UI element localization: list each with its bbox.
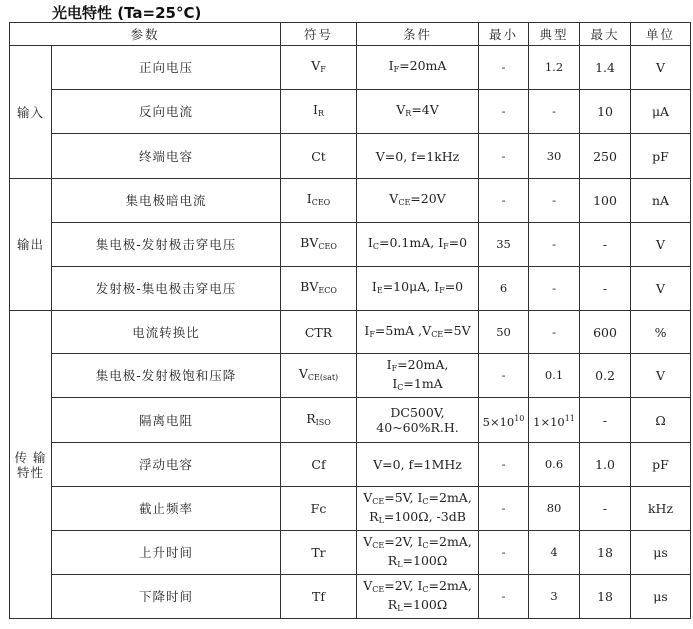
cell-max: 1.4 xyxy=(580,46,631,90)
table-row xyxy=(10,487,691,531)
cell-unit: pF xyxy=(631,134,691,179)
cell-condition: $I_F=5mA$ $,V_{CE}=5V$ xyxy=(357,311,479,354)
cell-min: - xyxy=(479,575,529,619)
cell-typ: 0.1 xyxy=(529,354,580,398)
cell-parameter: 截止频率 xyxy=(52,487,281,531)
cell-typ: 3 xyxy=(529,575,580,619)
cell-max: - xyxy=(580,267,631,311)
header-symbol: 符号 xyxy=(281,23,357,46)
cell-condition: $I_E=10\mu A$, $I_F=0$ xyxy=(357,267,479,311)
cell-unit: kHz xyxy=(631,487,691,531)
cell-max: 0.2 xyxy=(580,354,631,398)
table-row xyxy=(10,223,691,267)
header-param: 参数 xyxy=(10,23,281,46)
cell-max: - xyxy=(580,398,631,443)
cell-min: - xyxy=(479,531,529,575)
cell-unit: μA xyxy=(631,90,691,134)
cell-symbol: Ct xyxy=(281,134,357,179)
cell-condition: V=0, f=1MHz xyxy=(357,443,479,487)
cell-min: - xyxy=(479,46,529,90)
cell-parameter: 正向电压 xyxy=(52,46,281,90)
cell-max: 100 xyxy=(580,179,631,223)
cell-parameter: 浮动电容 xyxy=(52,443,281,487)
cell-unit: V xyxy=(631,267,691,311)
cell-max: 18 xyxy=(580,575,631,619)
table-row xyxy=(10,134,691,179)
header-condition: 条件 xyxy=(357,23,479,46)
cell-condition: $V_{CE}=20V$ xyxy=(357,179,479,223)
cell-min: 50 xyxy=(479,311,529,354)
cell-min: 35 xyxy=(479,223,529,267)
cell-parameter: 反向电流 xyxy=(52,90,281,134)
cell-condition: $V_{CE}=2V$, $I_C=2mA$, $R_L=100\Omega$ xyxy=(357,531,479,575)
cell-condition: $I_F=20mA$ xyxy=(357,46,479,90)
cell-min: - xyxy=(479,443,529,487)
electro-optical-characteristics-table xyxy=(9,22,691,619)
cell-unit: V xyxy=(631,223,691,267)
header-max: 最大 xyxy=(580,23,631,46)
cell-min: - xyxy=(479,134,529,179)
cell-max: 250 xyxy=(580,134,631,179)
table-row xyxy=(10,179,691,223)
cell-typ: - xyxy=(529,179,580,223)
table-row xyxy=(10,398,691,443)
header-row xyxy=(10,23,691,46)
cell-parameter: 集电极暗电流 xyxy=(52,179,281,223)
cell-condition: V=0, f=1kHz xyxy=(357,134,479,179)
cell-unit: nA xyxy=(631,179,691,223)
cell-typ: - xyxy=(529,90,580,134)
cell-max: - xyxy=(580,487,631,531)
cell-symbol: Cf xyxy=(281,443,357,487)
cell-min: - xyxy=(479,354,529,398)
cell-max: 1.0 xyxy=(580,443,631,487)
cell-parameter: 上升时间 xyxy=(52,531,281,575)
cell-parameter: 终端电容 xyxy=(52,134,281,179)
cell-symbol: $I_{CEO}$ xyxy=(281,179,357,223)
cell-condition: $V_{CE}=5V$, $I_C=2mA$, $R_L=100\Omega$, -3dB xyxy=(357,487,479,531)
cell-unit: μs xyxy=(631,575,691,619)
cell-symbol: Tr xyxy=(281,531,357,575)
cell-symbol: $I_R$ xyxy=(281,90,357,134)
group-transfer-line1: 传 输 xyxy=(14,449,47,465)
cell-parameter: 电流转换比 xyxy=(52,311,281,354)
cell-symbol: $V_{CE(sat)}$ xyxy=(281,354,357,398)
cell-typ: - xyxy=(529,267,580,311)
table-row xyxy=(10,354,691,398)
cell-typ: 1.2 xyxy=(529,46,580,90)
table-row xyxy=(10,90,691,134)
cell-unit: V xyxy=(631,46,691,90)
group-transfer xyxy=(10,311,52,619)
cell-symbol: Fc xyxy=(281,487,357,531)
cell-symbol: $BV_{ECO}$ xyxy=(281,267,357,311)
cell-typ: - xyxy=(529,223,580,267)
cell-parameter: 下降时间 xyxy=(52,575,281,619)
cell-max: 600 xyxy=(580,311,631,354)
table-row xyxy=(10,311,691,354)
cell-max: 10 xyxy=(580,90,631,134)
table-row xyxy=(10,575,691,619)
cell-min: - xyxy=(479,90,529,134)
cell-typ: 0.6 xyxy=(529,443,580,487)
cell-parameter: 隔离电阻 xyxy=(52,398,281,443)
table-title: 光电特性 (Ta=25°C) xyxy=(52,4,202,22)
cell-typ: 4 xyxy=(529,531,580,575)
cell-unit: V xyxy=(631,354,691,398)
cell-symbol: $BV_{CEO}$ xyxy=(281,223,357,267)
cell-unit: Ω xyxy=(631,398,691,443)
cell-typ: 30 xyxy=(529,134,580,179)
cell-parameter: 发射极-集电极击穿电压 xyxy=(52,267,281,311)
cell-min: - xyxy=(479,487,529,531)
cell-unit: pF xyxy=(631,443,691,487)
cell-condition: $V_{CE}=2V$, $I_C=2mA$, $R_L=100\Omega$ xyxy=(357,575,479,619)
cell-condition: $I_F=20mA$, $I_C=1mA$ xyxy=(357,354,479,398)
group-output: 输出 xyxy=(10,179,52,311)
cell-unit: μs xyxy=(631,531,691,575)
cell-symbol: $V_F$ xyxy=(281,46,357,90)
cell-unit: % xyxy=(631,311,691,354)
cell-condition: $V_R=4V$ xyxy=(357,90,479,134)
cell-max: - xyxy=(580,223,631,267)
cell-min: $5\times 10^{10}$ xyxy=(479,398,529,443)
header-typ: 典型 xyxy=(529,23,580,46)
cell-symbol: Tf xyxy=(281,575,357,619)
table-row xyxy=(10,46,691,90)
group-transfer-line2: 特性 xyxy=(16,464,44,480)
cell-typ: 80 xyxy=(529,487,580,531)
table-row xyxy=(10,531,691,575)
cell-min: 6 xyxy=(479,267,529,311)
cell-symbol: CTR xyxy=(281,311,357,354)
header-unit: 单位 xyxy=(631,23,691,46)
cell-typ: - xyxy=(529,311,580,354)
table-row xyxy=(10,267,691,311)
header-min: 最小 xyxy=(479,23,529,46)
cell-typ: $1\times 10^{11}$ xyxy=(529,398,580,443)
cell-min: - xyxy=(479,179,529,223)
cell-symbol: $R_{ISO}$ xyxy=(281,398,357,443)
table-row xyxy=(10,443,691,487)
cell-condition: DC500V, 40~60%R.H. xyxy=(357,398,479,443)
cell-parameter: 集电极-发射极饱和压降 xyxy=(52,354,281,398)
group-input: 输入 xyxy=(10,46,52,179)
cell-condition: $I_C=0.1mA$, $I_F=0$ xyxy=(357,223,479,267)
cell-parameter: 集电极-发射极击穿电压 xyxy=(52,223,281,267)
cell-max: 18 xyxy=(580,531,631,575)
